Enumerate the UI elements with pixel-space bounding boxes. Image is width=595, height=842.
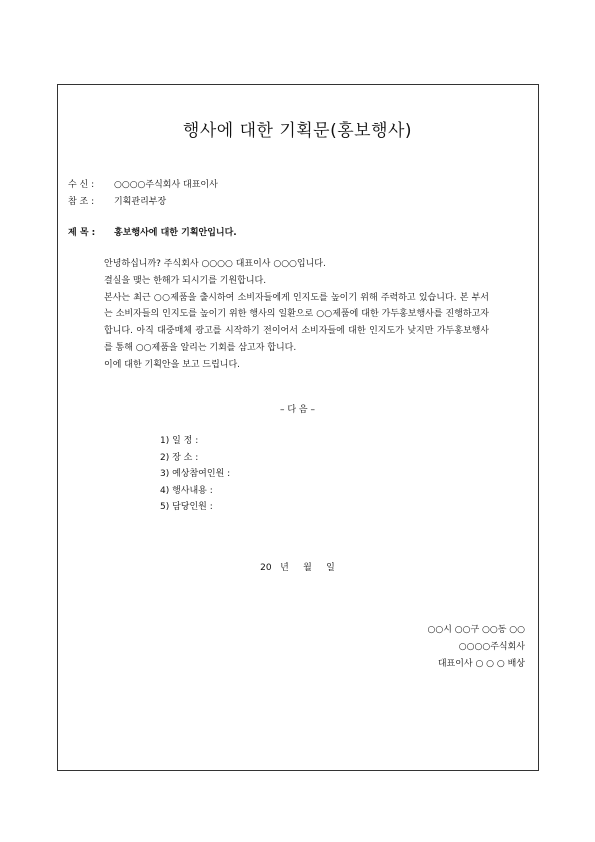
recipient-value: ○○○○주식회사 대표이사: [114, 180, 218, 190]
sender-company: ○○○○주식회사: [458, 642, 525, 652]
item-content: 4) 행사내용 :: [160, 485, 213, 496]
sender-block: [428, 622, 526, 673]
item-staff: 5) 담당인원 :: [160, 502, 213, 512]
note-heading: – 다 음 –: [280, 405, 315, 415]
body-closing: 이에 대한 기획안을 보고 드립니다.: [104, 359, 241, 370]
body-text: [104, 256, 489, 374]
subject-line: [68, 225, 237, 238]
subject-label: 제 목 :: [68, 228, 96, 238]
document-title: 행사에 대한 기획문(홍보행사): [182, 121, 413, 141]
sender-signature: 대표이사 ○ ○ ○ 배상: [437, 659, 525, 669]
sender-address: ○○시 ○○구 ○○동 ○○: [427, 625, 525, 635]
reference-label: 참 조 :: [68, 197, 95, 207]
item-attendees: 3) 예상참여인원 :: [160, 469, 231, 479]
date-line: 20 년 월 일: [260, 563, 335, 573]
recipient-label: 수 신 :: [68, 180, 95, 190]
item-list: [160, 433, 230, 516]
item-location: 2) 장 소 :: [160, 452, 199, 463]
reference-value: 기획관리부장: [114, 197, 167, 207]
subject-value: 홍보행사에 대한 기획안입니다.: [114, 228, 237, 238]
item-schedule: 1) 일 정 :: [160, 436, 199, 446]
body-main-paragraph: 본사는 최근 ○○제품을 출시하여 소비자들에게 인지도를 높이기 위해 주력하고 있습니다. 본 부서는 소비자들의 인지도를 높이기 위한 행사의 일환으로 ○○제품에 대한 가두홍보행사를 진행하고자 합니다. 아직 대중매체 광고를 시작하기 전이어서 소비자들에 대한 인지도가 낮지만 가두홍보행사를 통해 ○○제품을 알리는 기회를 삼고자 합니다.: [104, 292, 489, 353]
recipient-line: [68, 177, 218, 190]
reference-line: [68, 194, 166, 207]
body-greeting: 안녕하십니까? 주식회사 ○○○○ 대표이사 ○○○입니다.: [104, 259, 326, 269]
body-wish: 결실을 맺는 한해가 되시기를 기원합니다.: [104, 275, 267, 286]
